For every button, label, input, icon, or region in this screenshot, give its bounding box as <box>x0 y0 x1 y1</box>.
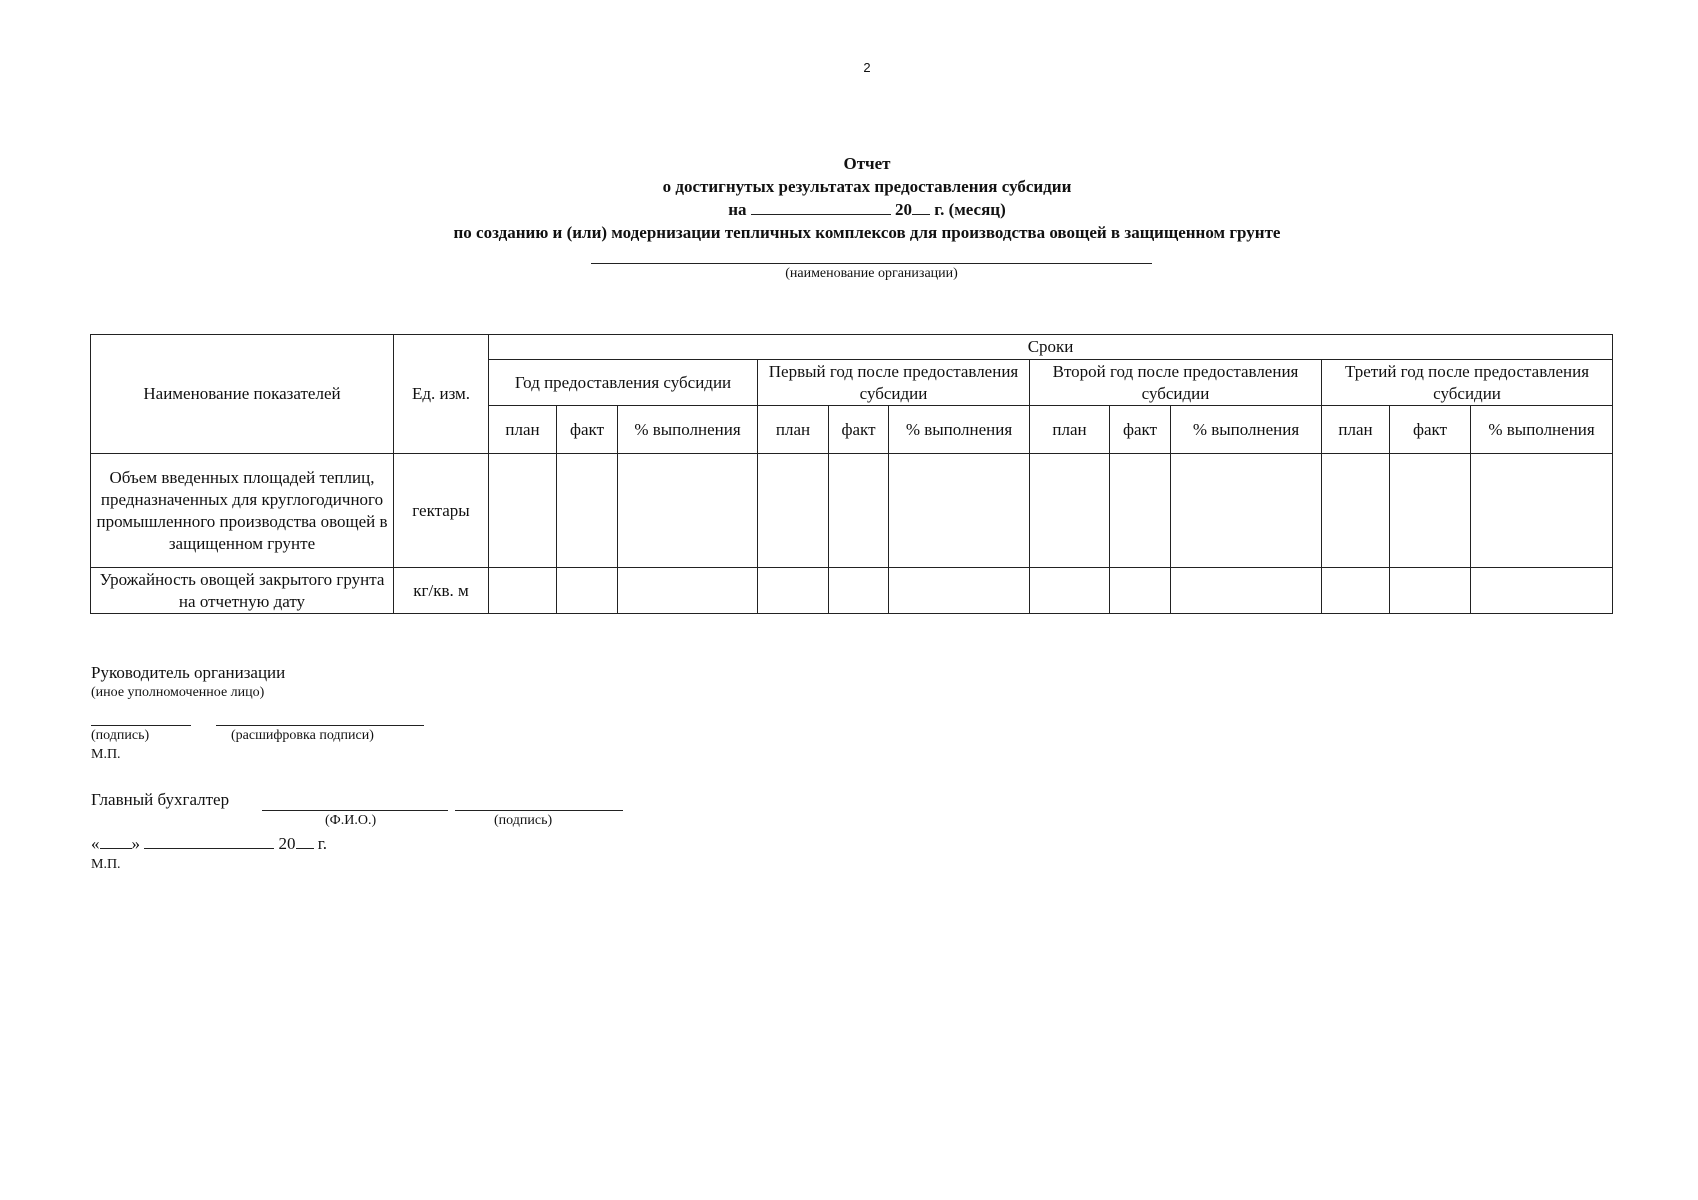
table-row <box>91 454 1613 568</box>
header-fact: факт <box>557 406 618 454</box>
date-open-quote: « <box>91 834 100 853</box>
page-number: 2 <box>863 60 871 75</box>
organization-name-line <box>591 263 1152 264</box>
decoding-caption: (расшифровка подписи) <box>231 728 374 743</box>
table-cell <box>889 568 1030 614</box>
head-decoding-line <box>216 725 424 726</box>
month-blank <box>751 214 891 215</box>
header-percent: % выполнения <box>889 406 1030 454</box>
date-close-quote: » <box>131 834 140 853</box>
table-cell <box>489 568 557 614</box>
accountant-signature-caption: (подпись) <box>494 813 553 828</box>
table-cell <box>1471 568 1613 614</box>
table-cell <box>489 454 557 568</box>
row-unit: кг/кв. м <box>394 568 489 614</box>
table-cell <box>1110 568 1171 614</box>
table-cell <box>1171 568 1322 614</box>
header-fact: факт <box>829 406 889 454</box>
day-blank <box>100 848 132 849</box>
row-indicator-name: Объем введенных площадей теплиц, предназначенных для круглогодичного промышленного производства овощей в защищенном грунте <box>91 454 394 568</box>
header-period-subsidy-year: Год предоставления субсидии <box>489 360 758 406</box>
table-cell <box>618 568 758 614</box>
header-indicator-name: Наименование показателей <box>91 335 394 454</box>
header-period-first-year: Первый год после предоставления субсидии <box>758 360 1030 406</box>
date-year: 20 <box>895 200 913 219</box>
seal-mark: М.П. <box>91 747 121 762</box>
table-cell <box>1390 454 1471 568</box>
signature-caption: (подпись) <box>91 728 150 743</box>
table-cell <box>557 568 618 614</box>
year-blank <box>912 214 930 215</box>
date-suffix: г. <box>317 834 328 853</box>
head-subtitle: (иное уполномоченное лицо) <box>91 685 265 700</box>
table-cell <box>1322 454 1390 568</box>
header-plan: план <box>489 406 557 454</box>
head-signature-line <box>91 725 191 726</box>
accountant-signature-line <box>455 810 623 811</box>
report-subtitle: о достигнутых результатах предоставления субсидии <box>662 177 1072 196</box>
header-percent: % выполнения <box>618 406 758 454</box>
header-period-second-year: Второй год после предоставления субсидии <box>1030 360 1322 406</box>
table-cell <box>618 454 758 568</box>
report-date-line <box>0 200 1698 220</box>
header-plan: план <box>758 406 829 454</box>
date-year: 20 <box>278 834 296 853</box>
results-table <box>90 334 1613 614</box>
header-plan: план <box>1030 406 1110 454</box>
row-unit: гектары <box>394 454 489 568</box>
table-cell <box>889 454 1030 568</box>
report-purpose: по созданию и (или) модернизации тепличных комплексов для производства овощей в защищенном грунте <box>453 223 1281 242</box>
accountant-fio-line <box>262 810 448 811</box>
table-cell <box>1390 568 1471 614</box>
header-percent: % выполнения <box>1171 406 1322 454</box>
year-blank <box>296 848 314 849</box>
table-cell <box>758 568 829 614</box>
table-cell <box>758 454 829 568</box>
header-percent: % выполнения <box>1471 406 1613 454</box>
seal-mark: М.П. <box>91 857 121 872</box>
fio-caption: (Ф.И.О.) <box>325 813 377 828</box>
table-cell <box>1030 454 1110 568</box>
table-cell <box>1322 568 1390 614</box>
header-fact: факт <box>1390 406 1471 454</box>
table-cell <box>829 568 889 614</box>
table-cell <box>1471 454 1613 568</box>
date-suffix: г. (месяц) <box>934 200 1006 219</box>
date-prefix: на <box>728 200 747 219</box>
header-terms: Сроки <box>489 335 1613 360</box>
table-row <box>91 568 1613 614</box>
header-plan: план <box>1322 406 1390 454</box>
accountant-label: Главный бухгалтер <box>91 790 230 809</box>
date-line <box>91 834 327 854</box>
head-title: Руководитель организации <box>91 663 286 682</box>
month-blank <box>144 848 274 849</box>
table-cell <box>1110 454 1171 568</box>
row-indicator-name: Урожайность овощей закрытого грунта на отчетную дату <box>91 568 394 614</box>
table-cell <box>1030 568 1110 614</box>
report-title: Отчет <box>843 154 891 173</box>
header-fact: факт <box>1110 406 1171 454</box>
table-cell <box>557 454 618 568</box>
table-cell <box>829 454 889 568</box>
header-period-third-year: Третий год после предоставления субсидии <box>1322 360 1613 406</box>
header-unit: Ед. изм. <box>394 335 489 454</box>
organization-caption: (наименование организации) <box>785 266 958 281</box>
table-cell <box>1171 454 1322 568</box>
